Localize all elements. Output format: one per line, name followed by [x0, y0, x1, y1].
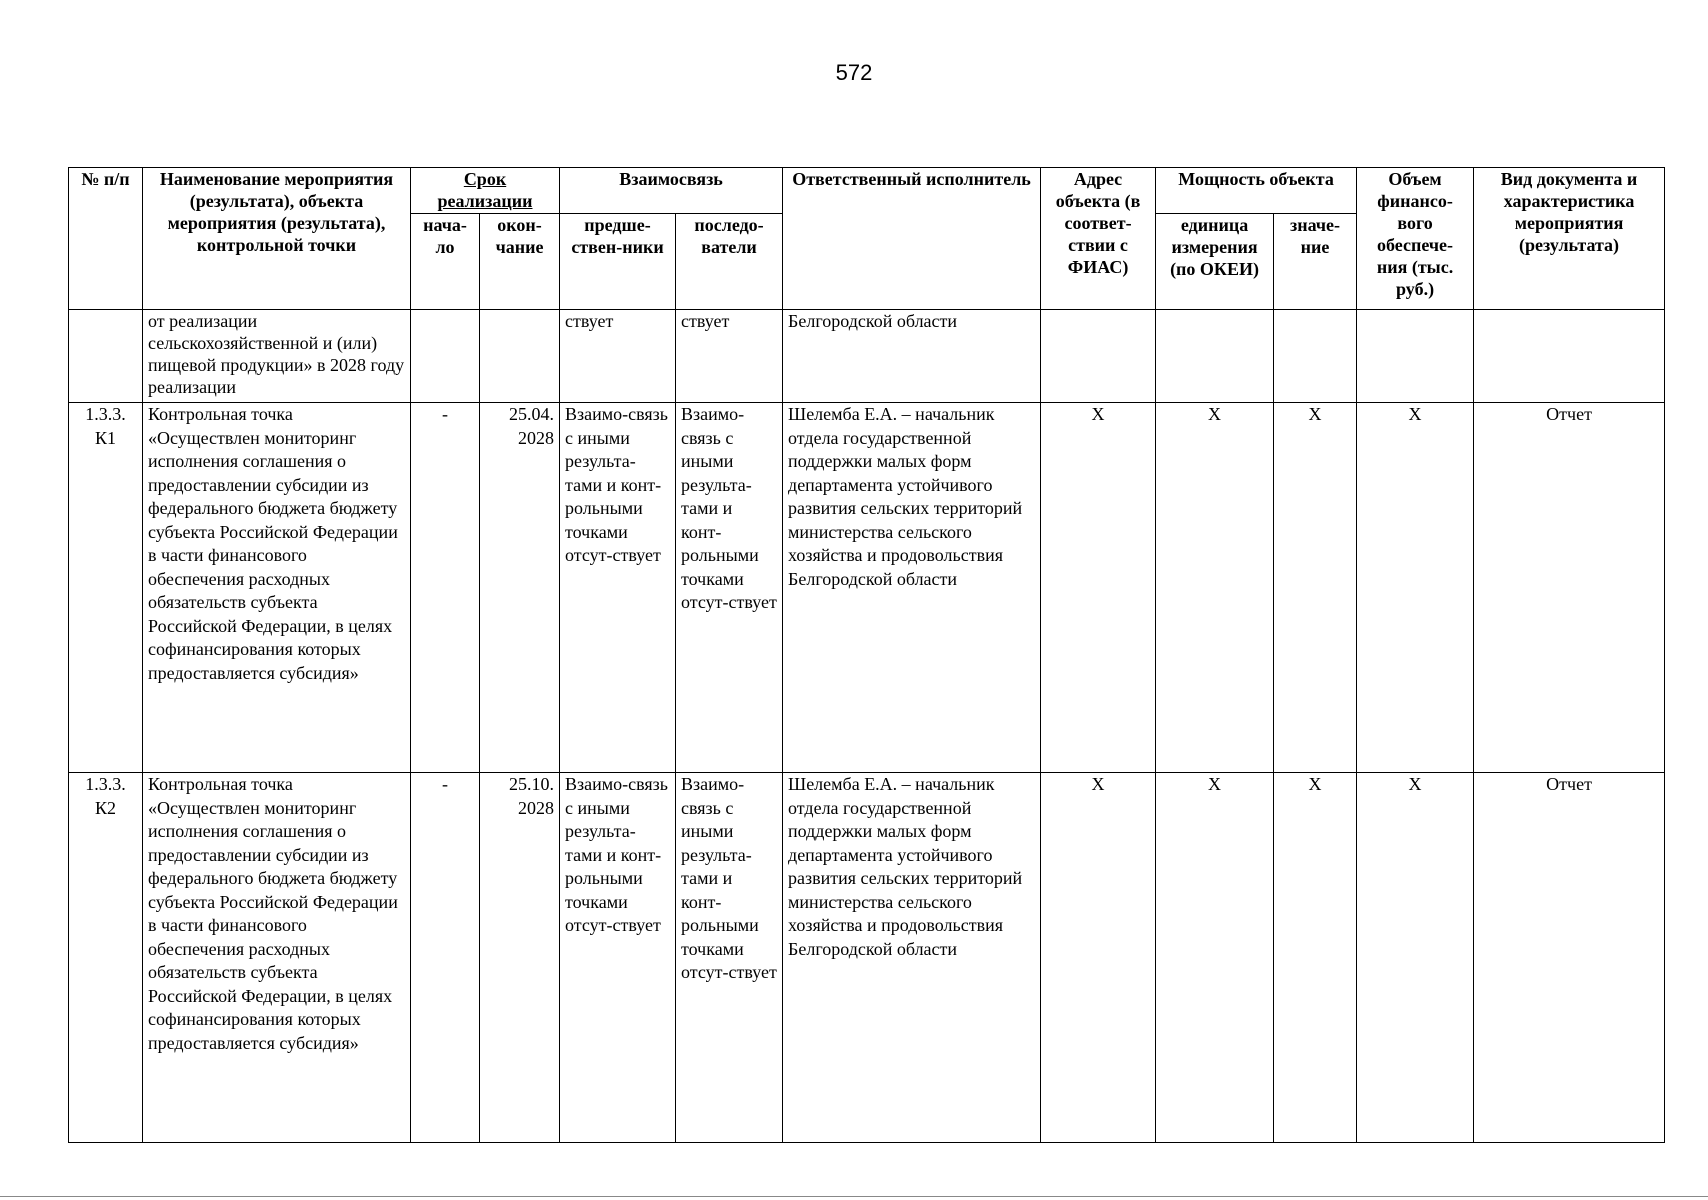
row-succ: Взаимо-связь с иными результа-тами и конт-рольными точками отсут-ствует	[676, 403, 783, 773]
header-cap-unit: единица измерения (по ОКЕИ)	[1156, 214, 1274, 310]
row-address	[1041, 310, 1156, 403]
header-term-start: нача-ло	[411, 214, 480, 310]
header-finance: Объем финансо-вого обеспече-ния (тыс. руб.)	[1357, 168, 1474, 310]
row-num	[69, 310, 143, 403]
row-end: 25.10. 2028	[480, 773, 560, 1143]
scan-bottom-edge	[0, 1196, 1708, 1197]
row-pred: Взаимо-связь с иными результа-тами и конт-рольными точками отсут-ствует	[560, 773, 676, 1143]
row-value: Х	[1274, 403, 1357, 773]
row-value	[1274, 310, 1357, 403]
row-pred: Взаимо-связь с иными результа-тами и конт-рольными точками отсут-ствует	[560, 403, 676, 773]
page-number: 572	[835, 60, 873, 85]
row-name: Контрольная точка «Осуществлен мониторинг исполнения соглашения о предоставлении субсидии из федерального бюджета бюджету субъекта Российской Федерации в части финансового обеспечения расходных обязательств субъекта Российской Федерации, в целях софинансирования которых предоставляется субсидия»	[143, 773, 411, 1143]
row-finance: Х	[1357, 773, 1474, 1143]
header-responsible: Ответственный исполнитель	[783, 168, 1041, 310]
row-unit: Х	[1156, 403, 1274, 773]
row-num: 1.3.3. К2	[69, 773, 143, 1143]
row-finance	[1357, 310, 1474, 403]
row-pred: ствует	[560, 310, 676, 403]
measures-table	[68, 167, 1665, 1143]
row-doc	[1474, 310, 1665, 403]
table-row	[69, 310, 1665, 403]
row-unit	[1156, 310, 1274, 403]
row-responsible: Шелемба Е.А. – начальник отдела государственной поддержки малых форм департамента устойчивого развития сельских территорий министерства сельского хозяйства и продовольствия Белгородской области	[783, 773, 1041, 1143]
row-num: 1.3.3. К1	[69, 403, 143, 773]
row-finance: Х	[1357, 403, 1474, 773]
header-cap-value: значе-ние	[1274, 214, 1357, 310]
table-row	[69, 403, 1665, 773]
header-link: Взаимосвязь	[560, 168, 783, 214]
row-doc: Отчет	[1474, 773, 1665, 1143]
header-name: Наименование мероприятия (результата), объекта мероприятия (результата), контрольной точки	[143, 168, 411, 310]
row-name: от реализации сельскохозяйственной и (или) пищевой продукции» в 2028 году реализации	[143, 310, 411, 403]
row-end	[480, 310, 560, 403]
header-link-succ: последо-ватели	[676, 214, 783, 310]
row-end: 25.04. 2028	[480, 403, 560, 773]
row-responsible: Шелемба Е.А. – начальник отдела государственной поддержки малых форм департамента устойчивого развития сельских территорий министерства сельского хозяйства и продовольствия Белгородской области	[783, 403, 1041, 773]
header-term: Срок реализации	[411, 168, 560, 214]
row-start: -	[411, 403, 480, 773]
row-value: Х	[1274, 773, 1357, 1143]
header-address: Адрес объекта (в соответ-ствии с ФИАС)	[1041, 168, 1156, 310]
table-row	[69, 773, 1665, 1143]
row-address: Х	[1041, 403, 1156, 773]
row-succ: Взаимо-связь с иными результа-тами и конт-рольными точками отсут-ствует	[676, 773, 783, 1143]
row-responsible: Белгородской области	[783, 310, 1041, 403]
row-doc: Отчет	[1474, 403, 1665, 773]
row-start: -	[411, 773, 480, 1143]
row-name: Контрольная точка «Осуществлен мониторинг исполнения соглашения о предоставлении субсидии из федерального бюджета бюджету субъекта Российской Федерации в части финансового обеспечения расходных обязательств субъекта Российской Федерации, в целях софинансирования которых предоставляется субсидия»	[143, 403, 411, 773]
row-unit: Х	[1156, 773, 1274, 1143]
header-doc-type: Вид документа и характеристика мероприятия (результата)	[1474, 168, 1665, 310]
row-start	[411, 310, 480, 403]
row-address: Х	[1041, 773, 1156, 1143]
header-num: № п/п	[69, 168, 143, 310]
header-term-end: окон-чание	[480, 214, 560, 310]
row-succ: ствует	[676, 310, 783, 403]
header-link-pred: предше-ствен-ники	[560, 214, 676, 310]
header-capacity: Мощность объекта	[1156, 168, 1357, 214]
